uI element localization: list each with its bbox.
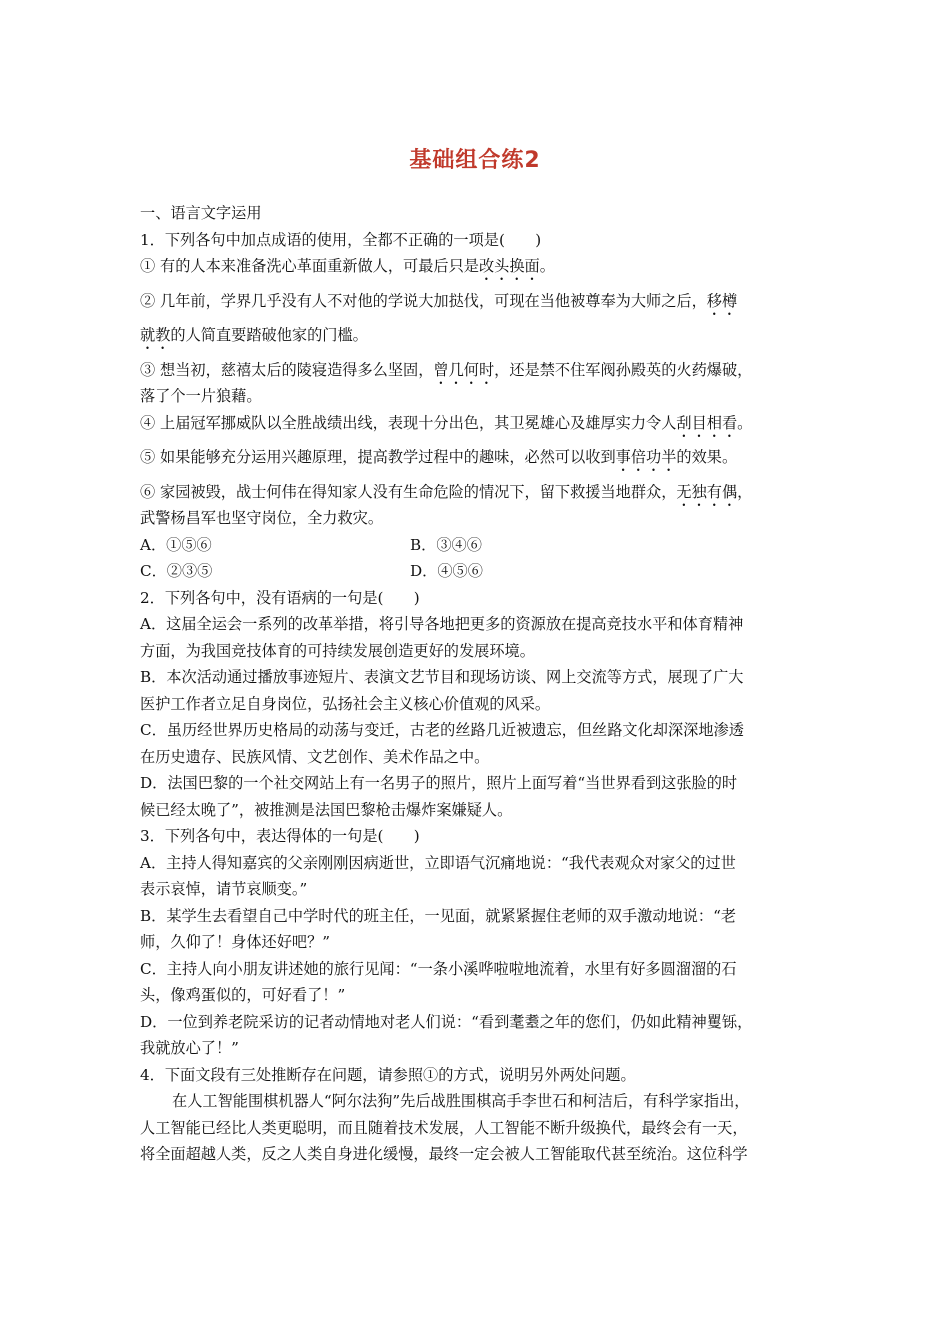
q1-options-row-2 xyxy=(140,558,812,585)
q3-option-c: C．主持人向小朋友讲述她的旅行见闻：“一条小溪哗啦啦地流着，水里有好多圆溜溜的石 xyxy=(140,959,737,978)
q1-sentence-3-cont: 落了个一片狼藉。 xyxy=(140,387,262,405)
q2-option-c: C．虽历经世界历史格局的动荡与变迁，古老的丝路几近被遗忘，但丝路文化却深深地渗透 xyxy=(140,721,744,739)
q2-option-d: D．法国巴黎的一个社交网站上有一名男子的照片，照片上面写着“当世界看到这张脸的时 xyxy=(140,774,738,792)
q2-option-a: A．这届全运会一系列的改革举措，将引导各地把更多的资源放在提高竞技水平和体育精神 xyxy=(140,615,744,633)
q4-passage-line-3: 将全面超越人类，反之人类自身进化缓慢，最终一定会被人工智能取代甚至统治。这位科学 xyxy=(140,1145,748,1163)
q3-option-a-cont: 表示哀悼，请节哀顺变。” xyxy=(140,880,308,898)
q3-option-a: A．主持人得知嘉宾的父亲刚刚因病逝世，立即语气沉痛地说：“我代表观众对家父的过世 xyxy=(140,853,736,872)
q3-option-d: D．一位到养老院采访的记者动情地对老人们说：“看到耄耋之年的您们，仍如此精神矍铄， xyxy=(140,1012,753,1031)
document-body xyxy=(140,200,812,1168)
section-heading: 一、语言文字运用 xyxy=(140,204,262,222)
q3-option-b-cont: 师，久仰了！身体还好吧？” xyxy=(140,933,331,951)
q1-sentence-4: ④ 上届冠军挪威队以全胜战绩出线，表现十分出色，其卫冕雄心及雄厚实力令人刮目相看。 xyxy=(140,413,753,432)
q1-sentence-5: ⑤ 如果能够充分运用兴趣原理，提高教学过程中的趣味，必然可以收到事倍功半的效果。 xyxy=(140,448,738,466)
q3-option-b: B．某学生去看望自己中学时代的班主任，一见面，就紧紧握住老师的双手激动地说：“老 xyxy=(140,906,737,925)
q1-option-b: B．③④⑥ xyxy=(410,535,482,554)
q3-option-d-cont: 我就放心了！” xyxy=(140,1039,239,1057)
q1-sentence-3: ③ 想当初，慈禧太后的陵寝造得多么坚固，曾几何时，还是禁不住军阀孙殿英的火药爆破， xyxy=(140,360,753,379)
q4-passage-line-2: 人工智能已经比人类更聪明，而且随着技术发展，人工智能不断升级换代，最终会有一天， xyxy=(140,1118,748,1137)
q1-sentence-1: ① 有的人本来准备洗心革面重新做人，可最后只是改头换面。 xyxy=(140,257,555,275)
q2-option-b: B．本次活动通过播放事迹短片、表演文艺节目和现场访谈、网上交流等方式，展现了广大 xyxy=(140,668,744,686)
q2-option-d-cont: 候已经太晚了”，被推测是法国巴黎枪击爆炸案嫌疑人。 xyxy=(140,800,513,819)
q1-sentence-2: ② 几年前，学界几乎没有人不对他的学说大加挞伐，可现在当他被尊奉为大师之后，移樽 xyxy=(140,291,738,310)
q3-option-c-cont: 头，像鸡蛋似的，可好看了！” xyxy=(140,986,346,1004)
q4-passage-line-1: 在人工智能围棋机器人“阿尔法狗”先后战胜围棋高手李世石和柯洁后，有科学家指出， xyxy=(172,1092,750,1110)
q2-option-b-cont: 医护工作者立足自身岗位，弘扬社会主义核心价值观的风采。 xyxy=(140,694,551,713)
q1-options-row-1 xyxy=(140,532,812,559)
q1-sentence-6-cont: 武警杨昌军也坚守岗位，全力救灾。 xyxy=(140,509,383,527)
q2-option-a-cont: 方面，为我国竞技体育的可持续发展创造更好的发展环境。 xyxy=(140,641,535,660)
q1-option-d: D．④⑤⑥ xyxy=(410,562,483,580)
question-4-stem: 4．下面文段有三处推断存在问题，请参照①的方式，说明另外两处问题。 xyxy=(140,1065,636,1084)
page-title: 基础组合练2 xyxy=(409,148,541,173)
q1-option-a: A．①⑤⑥ xyxy=(140,535,212,554)
question-3-stem: 3．下列各句中，表达得体的一句是( ) xyxy=(140,827,420,845)
question-2-stem: 2．下列各句中，没有语病的一句是( ) xyxy=(140,588,420,607)
q1-sentence-2-cont: 就教的人简直要踏破他家的门槛。 xyxy=(140,326,368,344)
question-1-stem: 1．下列各句中加点成语的使用，全都不正确的一项是( ) xyxy=(140,230,542,249)
q2-option-c-cont: 在历史遗存、民族风情、文艺创作、美术作品之中。 xyxy=(140,747,490,766)
q1-sentence-6: ⑥ 家园被毁，战士何伟在得知家人没有生命危险的情况下，留下救援当地群众，无独有偶， xyxy=(140,482,753,501)
q1-option-c: C．②③⑤ xyxy=(140,562,213,580)
